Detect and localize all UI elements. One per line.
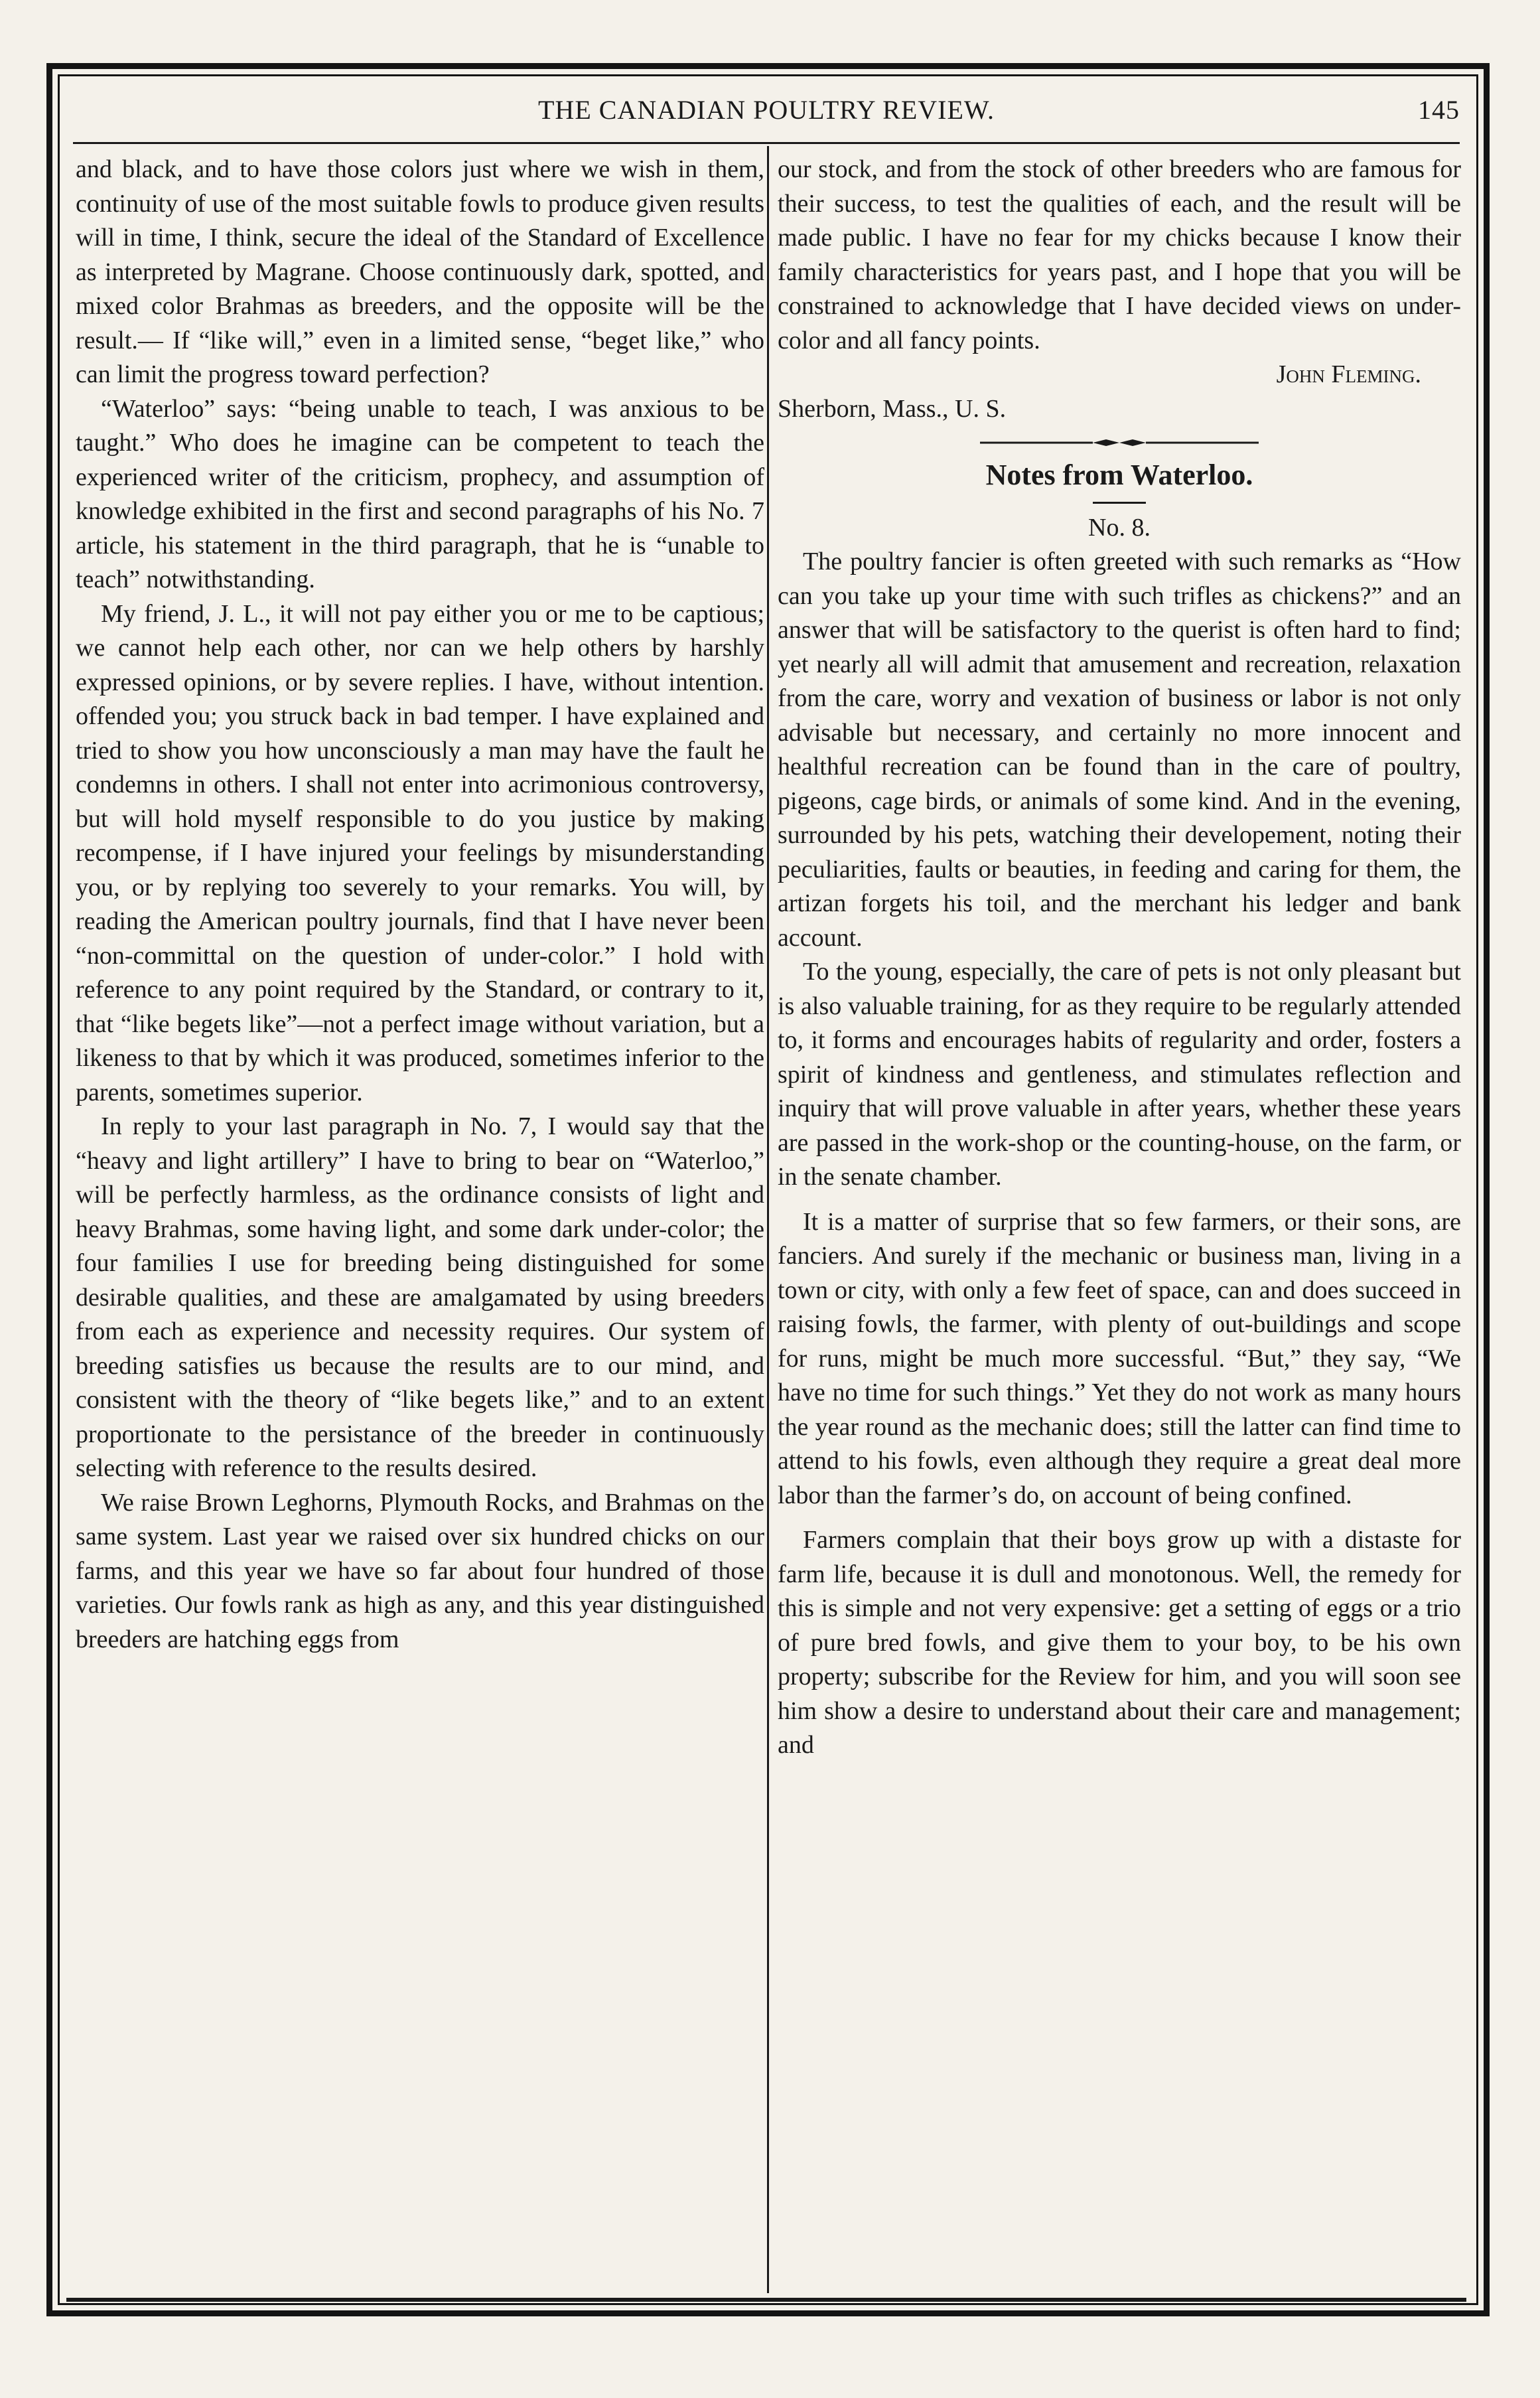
left-paragraph-4: In reply to your last paragraph in No. 7, I would say that the “heavy and light artillery” I have to bring to bear on “Waterloo,” will be perfectly harmless, as the ordinance consists of light and heavy Brahmas, some having light, and some dark under-color; the four families I use for breeding being distinguished for some desirable qualities, and these are amalgamated by using breeders from each as experience and necessity requires. Our system of breeding satisfies us because the results are to our mind, and consistent with the theory of “like begets like,” and to an extent proportionate to the persistance of the breeder in continuously selecting with reference to the results desired. xyxy=(76,1112,764,1482)
right-paragraph-2: To the young, especially, the care of pets is not only pleasant but is also valuable training, for as they require to be regularly attended to, it forms and encourages habits of regularity and order, fosters a spirit of kindness and gentleness, and stimulates reflection and inquiry that will prove valuable in after years, whether these years are passed in the work-shop or the counting-house, on the farm, or in the senate chamber. xyxy=(778,958,1461,1191)
running-header xyxy=(73,85,1460,138)
author-location: Sherborn, Mass., U. S. xyxy=(778,394,1007,423)
left-paragraph-1: and black, and to have those colors just where we wish in them, continuity of use of the most suitable fowls to produce given results will in time, I think, secure the ideal of the Standard of Excellence as interpreted by Magrane. Choose continuously dark, spotted, and mixed color Brahmas as breeders, and the opposite will be the result.— If “like will,” even in a limited sense, “beget like,” who can limit the progress toward perfection? xyxy=(76,155,764,388)
left-paragraph-5: We raise Brown Leghorns, Plymouth Rocks, and Brahmas on the same system. Last year we raised over six hundred chicks on our farms, and this year we have so far about four hundred of those varieties. Our fowls rank as high as any, and this year distinguished breeders are hatching eggs from xyxy=(76,1488,764,1653)
article-number: No. 8. xyxy=(1088,514,1151,542)
right-paragraph-3: It is a matter of surprise that so few farmers, or their sons, are fanciers. And surely if the mechanic or business man, living in a town or city, with only a few feet of space, can and does succeed in raising fowls, the farmer, with plenty of out-buildings and scope for runs, might be much more successful. “But,” they say, “We have no time for such things.” Yet they do not work as many hours the year round as the mechanic does; still the latter can find time to attend to his fowls, even although they require a great deal more labor than the farmer’s do, on account of being confined. xyxy=(778,1207,1461,1509)
right-continuation: our stock, and from the stock of other breeders who are famous for their success, to test the qualities of each, and the result will be made public. I have no fear for my chicks because I know their family characteristics for years past, and I hope that you will be constrained to acknowledge that I have decided views on under-color and all fancy points. xyxy=(778,155,1461,354)
article-title: Notes from Waterloo. xyxy=(985,459,1253,491)
page-number: 145 xyxy=(1418,95,1460,125)
right-paragraph-1: The poultry fancier is often greeted with such remarks as “How can you take up your time with such trifles as chickens?” and an answer that will be satisfactory to the querist is often hard to find; yet nearly all will admit that amusement and recreation, relaxation from the care, worry and vexation of business or labor is not only advisable but necessary, and certainly no more innocent and healthful recreation can be found than in the care of poultry, pigeons, cage birds, or animals of some kind. And in the evening, surrounded by his pets, watching their developement, noting their peculiarities, faults or beauties, in feeding and caring for them, the artizan forgets his toil, and the merchant his ledger and bank account. xyxy=(778,548,1461,952)
left-column xyxy=(76,153,764,1657)
left-paragraph-2: “Waterloo” says: “being unable to teach, I was anxious to be taught.” Who does he imagine can be competent to teach the experienced writer of the criticism, prophecy, and assumption of knowledge exhibited in the first and second paragraphs of his No. 7 article, his statement in the third paragraph, that he is “unable to teach” notwithstanding. xyxy=(76,394,764,593)
column-divider xyxy=(767,146,769,2293)
author-signature: John Fleming. xyxy=(1276,360,1421,388)
bottom-rule xyxy=(66,2298,1466,2302)
left-paragraph-3: My friend, J. L., it will not pay either you or me to be captious; we cannot help each other, nor can we help others by harshly expressed opinions, or by severe replies. I have, without intention. offended you; you struck back in bad temper. I have explained and tried to show you how unconsciously a man may have the fault he condemns in others. I shall not enter into acrimonious controversy, but will hold myself responsible to do you justice by making recompense, if I have injured your feelings by misunderstanding you, or by replying too severely to your remarks. You will, by reading the American poultry journals, find that I have never been “non-committal on the question of under-color.” I hold with reference to any point required by the Standard, or contrary to it, that “like begets like”—not a perfect image without variation, but a likeness to that by which it was produced, sometimes inferior to the parents, sometimes superior. xyxy=(76,599,764,1106)
header-rule xyxy=(73,142,1460,144)
title-rule xyxy=(1093,502,1146,504)
right-paragraph-4: Farmers complain that their boys grow up with a distaste for farm life, because it is dull and monotonous. Well, the remedy for this is simple and not very expensive: get a setting of eggs or a trio of pure bred fowls, and give them to your boy, to be his own property; subscribe for the Review for him, and you will soon see him show a desire to understand about their care and management; and xyxy=(778,1526,1461,1759)
journal-title: THE CANADIAN POULTRY REVIEW. xyxy=(538,95,995,125)
right-column xyxy=(778,153,1461,1763)
section-ornament xyxy=(980,438,1259,447)
